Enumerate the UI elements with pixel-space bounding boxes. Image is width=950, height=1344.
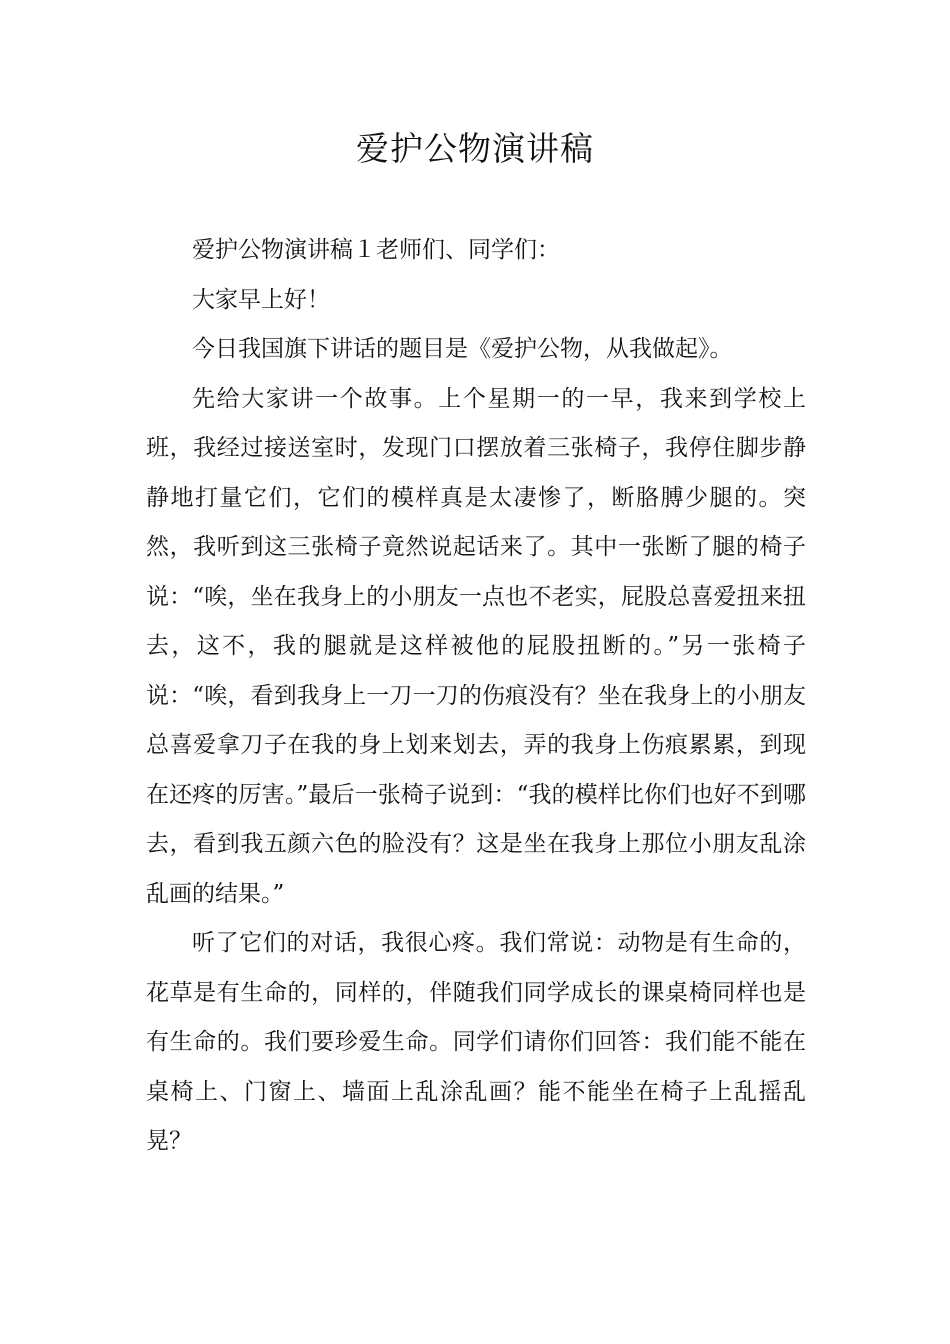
document-title: 爱护公物演讲稿 (356, 129, 594, 168)
paragraph-greeting: 爱护公物演讲稿１老师们、同学们： (192, 237, 560, 263)
paragraph-reflection: 听了它们的对话，我很心疼。我们常说：动物是有生命的，花草是有生命的，同样的，伴随我们同学成长的课桌椅同样也是有生命的。我们要珍爱生命。同学们请你们回答：我们能不能在桌椅上、门窗上、墙面上乱涂乱画？能不能坐在椅子上乱摇乱晃？ (146, 930, 806, 1154)
paragraph-topic: 今日我国旗下讲话的题目是《爱护公物，从我做起》。 (192, 336, 733, 362)
paragraph-good-morning: 大家早上好！ (192, 286, 330, 313)
document-body (146, 226, 806, 1167)
paragraph-story: 先给大家讲一个故事。上个星期一的一早，我来到学校上班，我经过接送室时，发现门口摆放着三张椅子，我停住脚步静静地打量它们，它们的模样真是太凄惨了，断胳膊少腿的。突然，我听到这三张椅子竟然说起话来了。其中一张断了腿的椅子说：“唉，坐在我身上的小朋友一点也不老实，屁股总喜爱扭来扭去，这不，我的腿就是这样被他的屁股扭断的。”另一张椅子说：“唉，看到我身上一刀一刀的伤痕没有？坐在我身上的小朋友总喜爱拿刀子在我的身上划来划去，弄的我身上伤痕累累，到现在还疼的厉害。”最后一张椅子说到：“我的模样比你们也好不到哪去，看到我五颜六色的脸没有？这是坐在我身上那位小朋友乱涂乱画的结果。” (146, 385, 806, 907)
